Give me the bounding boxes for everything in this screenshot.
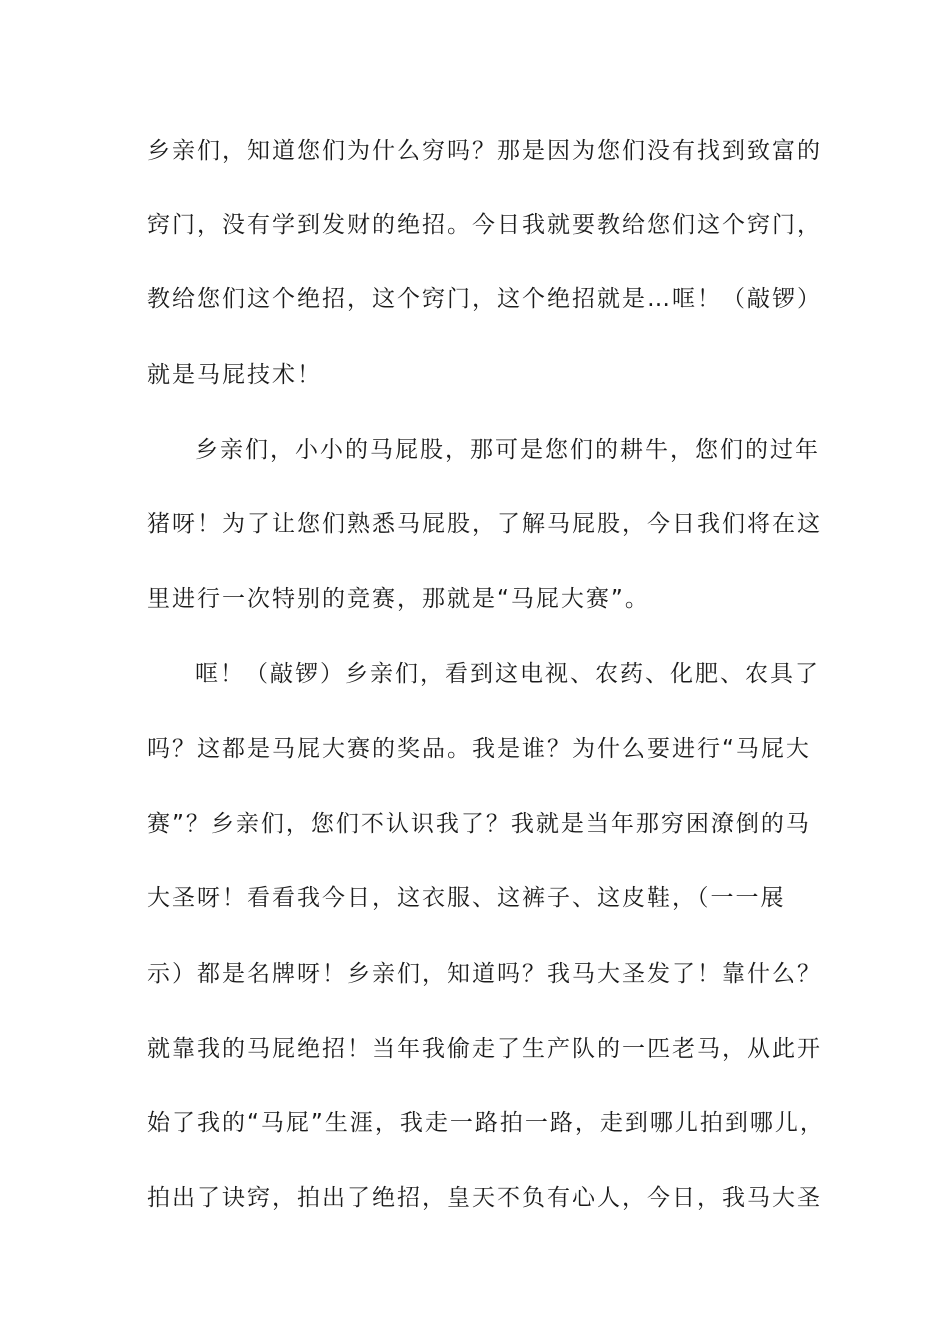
text-line-8: 哐！（敲锣）乡亲们，看到这电视、农药、化肥、农具了 bbox=[195, 661, 820, 687]
text-line-4: 就是马屁技术！ bbox=[147, 362, 322, 388]
text-line-11: 大圣呀！看看我今日，这衣服、这裤子、这皮鞋，（一一展 bbox=[147, 885, 786, 911]
text-line-10: 赛”？乡亲们，您们不认识我了？我就是当年那穷困潦倒的马 bbox=[147, 811, 811, 837]
text-line-7: 里进行一次特别的竞赛，那就是“马屁大赛”。 bbox=[147, 586, 650, 612]
text-line-9: 吗？这都是马屁大赛的奖品。我是谁？为什么要进行“马屁大 bbox=[147, 736, 811, 762]
text-line-13: 就靠我的马屁绝招！当年我偷走了生产队的一匹老马，从此开 bbox=[147, 1036, 822, 1062]
text-line-12: 示）都是名牌呀！乡亲们，知道吗？我马大圣发了！靠什么？ bbox=[147, 961, 822, 987]
text-line-1: 乡亲们，知道您们为什么穷吗？那是因为您们没有找到致富的 bbox=[147, 138, 822, 164]
text-line-5: 乡亲们，小小的马屁股，那可是您们的耕牛，您们的过年 bbox=[195, 437, 820, 463]
text-line-2: 窍门，没有学到发财的绝招。今日我就要教给您们这个窍门， bbox=[147, 212, 822, 238]
text-line-3: 教给您们这个绝招，这个窍门，这个绝招就是…哐！（敲锣） bbox=[147, 286, 822, 312]
text-line-14: 始了我的“马屁”生涯，我走一路拍一路，走到哪儿拍到哪儿， bbox=[147, 1110, 825, 1136]
text-line-15: 拍出了诀窍，拍出了绝招，皇天不负有心人，今日，我马大圣 bbox=[147, 1185, 822, 1211]
text-line-6: 猪呀！为了让您们熟悉马屁股，了解马屁股，今日我们将在这 bbox=[147, 511, 822, 537]
